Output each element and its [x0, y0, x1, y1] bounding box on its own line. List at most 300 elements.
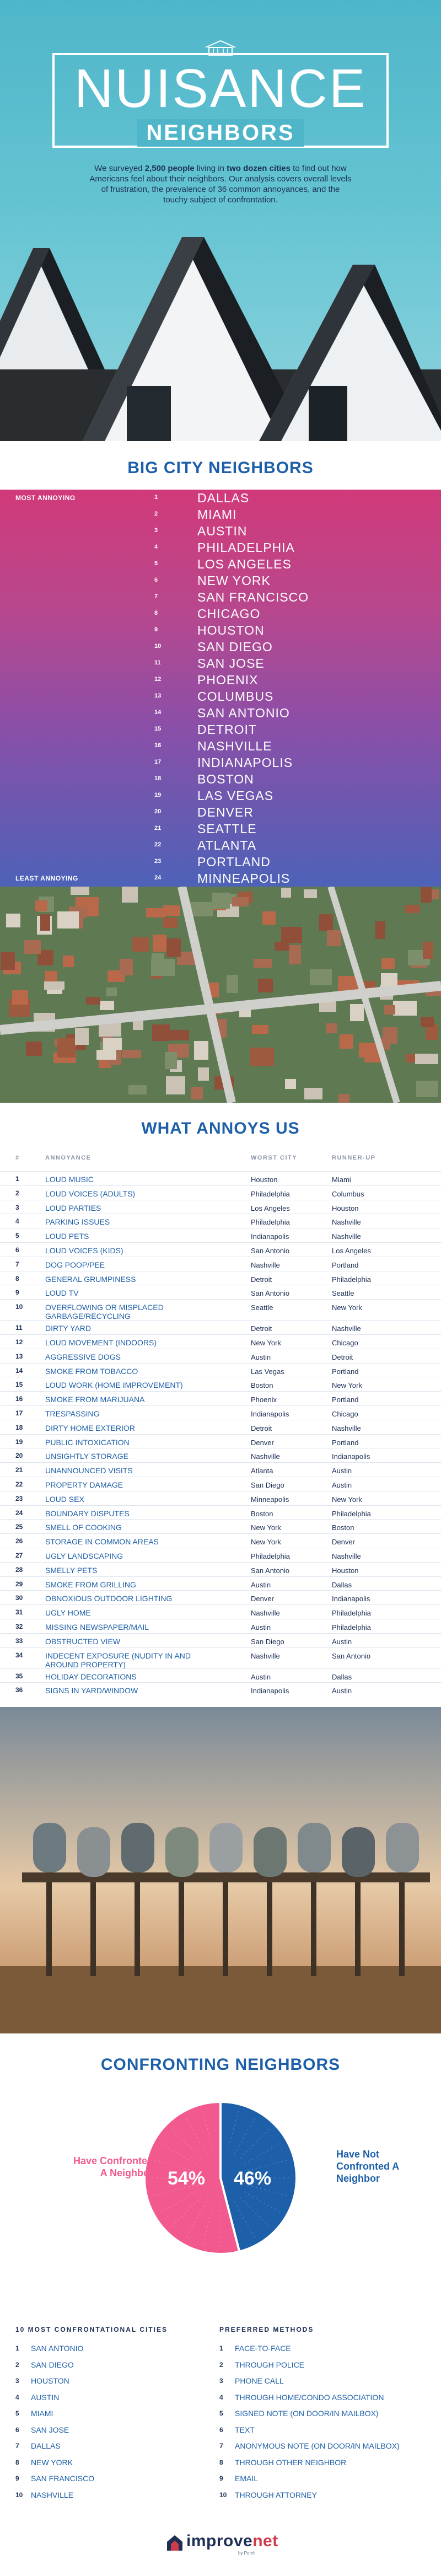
rank-number: 2 [154, 511, 158, 517]
runner-up-city: Philadelphia [332, 1275, 371, 1284]
list-text: ANONYMOUS NOTE (ON DOOR/IN MAILBOX) [235, 2441, 400, 2450]
worst-city: Detroit [251, 1424, 272, 1432]
row-number: 2 [15, 1189, 19, 1197]
runner-up-city: Nashville [332, 1324, 361, 1333]
rank-row [0, 705, 441, 721]
table-row [0, 1405, 441, 1420]
row-number: 22 [15, 1480, 23, 1488]
table-row [0, 1271, 441, 1285]
row-number: 23 [15, 1494, 23, 1502]
table-row [0, 1533, 441, 1548]
rank-number: 10 [154, 643, 162, 650]
rank-number: 19 [154, 792, 162, 798]
worst-city: Austin [251, 1353, 271, 1361]
rank-number: 23 [154, 858, 162, 865]
annoyance-name: STORAGE IN COMMON AREAS [45, 1537, 159, 1547]
row-number: 24 [15, 1509, 23, 1517]
row-number: 32 [15, 1623, 23, 1630]
rooftop [122, 1050, 141, 1058]
table-row [0, 1349, 441, 1363]
rooftop [384, 1005, 395, 1015]
rank-row [0, 738, 441, 754]
rank-number: 1 [154, 494, 158, 501]
list-number: 4 [15, 2393, 19, 2401]
rooftop [75, 1028, 89, 1045]
row-number: 21 [15, 1466, 23, 1474]
rooftop [262, 911, 276, 925]
mailbox-post [311, 1882, 316, 1976]
list-number: 8 [219, 2458, 223, 2466]
city-ranking [0, 490, 441, 887]
rank-row [0, 506, 441, 523]
row-number: 35 [15, 1672, 23, 1680]
list-number: 4 [219, 2393, 223, 2401]
table-row [0, 1548, 441, 1562]
runner-up-city: Chicago [332, 1410, 358, 1418]
annoyance-name: LOUD PETS [45, 1232, 89, 1241]
least-annoying-label: LEAST ANNOYING [15, 874, 78, 882]
rank-number: 8 [154, 610, 158, 616]
table-row [0, 1320, 441, 1334]
rooftop [163, 917, 178, 928]
rank-city: LAS VEGAS [197, 788, 274, 803]
annoyance-name: SMOKE FROM MARIJUANA [45, 1395, 145, 1404]
rank-city: PHOENIX [197, 673, 259, 687]
rooftop [96, 1050, 116, 1060]
rank-city: HOUSTON [197, 623, 265, 637]
rooftop [26, 1042, 42, 1056]
worst-city: New York [251, 1538, 281, 1547]
rooftop [57, 911, 79, 929]
row-number: 11 [15, 1324, 23, 1332]
annoy-title: WHAT ANNOYS US [141, 1119, 300, 1137]
list-number: 2 [15, 2360, 19, 2369]
rooftop [153, 935, 166, 952]
label-confronted: Have Confronted A Neighbor [73, 2155, 153, 2178]
worst-city: Indianapolis [251, 1410, 289, 1418]
worst-city: New York [251, 1339, 281, 1347]
rooftop [405, 905, 420, 913]
rooftop [163, 905, 180, 916]
table-row [0, 1491, 441, 1505]
rank-number: 22 [154, 841, 162, 848]
rooftop [1, 952, 15, 970]
worst-city: Austin [251, 1580, 271, 1589]
worst-city: Phoenix [251, 1396, 277, 1404]
list-text: FACE-TO-FACE [235, 2344, 291, 2353]
runner-up-city: New York [332, 1495, 362, 1504]
row-number: 13 [15, 1352, 23, 1360]
rank-row [0, 804, 441, 820]
annoyance-name: OBSTRUCTED VIEW [45, 1636, 121, 1646]
annoyance-name: LOUD VOICES (KIDS) [45, 1246, 123, 1255]
table-row [0, 1590, 441, 1604]
rooftop [63, 956, 74, 967]
list-number: 5 [219, 2409, 223, 2417]
rooftop [350, 1004, 364, 1021]
list-text: MIAMI [31, 2409, 53, 2418]
rooftop [24, 940, 41, 954]
runner-up-city: Portland [332, 1367, 359, 1376]
rooftop [45, 971, 57, 983]
rooftop [304, 1088, 322, 1099]
runner-up-city: Portland [332, 1438, 359, 1447]
rooftop [152, 1024, 170, 1041]
runner-up-city: Indianapolis [332, 1452, 370, 1461]
worst-city: Philadelphia [251, 1218, 290, 1227]
rooftop [340, 1034, 353, 1049]
rank-row [0, 556, 441, 572]
worst-city: New York [251, 1523, 281, 1532]
rank-row [0, 490, 441, 506]
rank-city: DALLAS [197, 491, 250, 505]
worst-city: Seattle [251, 1303, 273, 1312]
mailbox-post [355, 1882, 361, 1976]
confront-lists [0, 2326, 441, 2508]
row-number: 6 [15, 1246, 19, 1254]
row-number: 15 [15, 1381, 23, 1389]
table-row [0, 1619, 441, 1633]
rank-city: NASHVILLE [197, 739, 272, 753]
worst-city: Nashville [251, 1609, 280, 1618]
table-row [0, 1462, 441, 1477]
worst-city: San Antonio [251, 1289, 290, 1298]
mailbox [121, 1823, 154, 1872]
rooftop [86, 997, 100, 1005]
list-text: SAN DIEGO [31, 2360, 74, 2369]
rooftop [106, 988, 117, 996]
annoyance-name: SIGNS IN YARD/WINDOW [45, 1686, 138, 1695]
runner-up-city: Seattle [332, 1289, 354, 1298]
rooftop [275, 942, 289, 951]
runner-up-city: Portland [332, 1260, 359, 1269]
annoyance-name: LOUD VOICES (ADULTS) [45, 1189, 136, 1198]
list-text: THROUGH ATTORNEY [235, 2490, 317, 2499]
list-text: NEW YORK [31, 2457, 73, 2467]
list-text: PHONE CALL [235, 2376, 284, 2385]
table-row [0, 1576, 441, 1591]
row-number: 16 [15, 1395, 23, 1403]
rank-row [0, 771, 441, 787]
rank-row [0, 638, 441, 655]
rank-number: 7 [154, 593, 158, 600]
rooftop [281, 927, 302, 943]
intro-fragment: We surveyed [94, 164, 145, 173]
rank-row [0, 523, 441, 539]
table-row [0, 1377, 441, 1391]
worst-city: Philadelphia [251, 1552, 290, 1560]
list-text: SIGNED NOTE (ON DOOR/IN MAILBOX) [235, 2409, 379, 2418]
aerial-neighborhood-photo [0, 887, 441, 1103]
rank-number: 4 [154, 544, 158, 550]
table-row [0, 1604, 441, 1619]
intro-fragment: to find out how Americans feel about their neighbors. Our analysis covers overall levels of frustration, the prevalence of 36 common annoyances, and the touchy subject of confrontation. [89, 164, 352, 205]
rooftop [338, 1094, 349, 1103]
rank-row [0, 754, 441, 771]
rank-city: SEATTLE [197, 822, 257, 836]
table-row [0, 1285, 441, 1299]
rooftop [35, 900, 47, 911]
runner-up-city: Chicago [332, 1339, 358, 1347]
rank-number: 13 [154, 693, 162, 699]
rooftop [285, 1079, 296, 1089]
row-number: 4 [15, 1217, 19, 1226]
list-number: 6 [219, 2425, 223, 2434]
rank-row [0, 572, 441, 589]
annoyance-name: SMOKE FROM GRILLING [45, 1580, 136, 1589]
runner-up-city: Houston [332, 1566, 359, 1575]
rank-number: 21 [154, 825, 162, 831]
annoyance-name: GENERAL GRUMPINESS [45, 1274, 136, 1284]
list-text: SAN JOSE [31, 2425, 69, 2434]
annoyance-name: MISSING NEWSPAPER/MAIL [45, 1623, 149, 1632]
rooftop [191, 1087, 203, 1099]
table-row [0, 1257, 441, 1271]
rooftop [327, 930, 341, 946]
mailbox-post [399, 1882, 405, 1976]
list-text: EMAIL [235, 2474, 259, 2483]
runner-up-city: Austin [332, 1481, 352, 1489]
runner-up-city: Detroit [332, 1353, 353, 1361]
annoyance-name: BOUNDARY DISPUTES [45, 1509, 130, 1518]
worst-city: Atlanta [251, 1467, 273, 1475]
worst-city: Nashville [251, 1651, 280, 1660]
rooftop [12, 990, 28, 1005]
page-title: NUISANCE [74, 58, 367, 119]
worst-city: Boston [251, 1509, 273, 1518]
annoyance-name: UNANNOUNCED VISITS [45, 1466, 133, 1475]
list-text: AUSTIN [31, 2392, 60, 2402]
row-number: 29 [15, 1580, 23, 1588]
list-text: SAN ANTONIO [31, 2344, 84, 2353]
rank-row [0, 854, 441, 870]
rank-row [0, 589, 441, 605]
rooftop [132, 937, 149, 952]
worst-city: San Antonio [251, 1566, 290, 1575]
worst-city: San Diego [251, 1637, 284, 1646]
rooftop [326, 1023, 337, 1033]
houses-illustration [0, 204, 441, 441]
rank-city: INDIANAPOLIS [197, 755, 293, 770]
worst-city: Las Vegas [251, 1367, 284, 1376]
rooftop [289, 945, 301, 964]
runner-up-city: New York [332, 1303, 362, 1312]
row-number: 20 [15, 1452, 23, 1460]
rank-city: SAN JOSE [197, 656, 265, 670]
title-frame [52, 53, 389, 148]
rooftop [232, 897, 249, 906]
list-number: 10 [15, 2491, 23, 2499]
annoyance-name: INDECENT EXPOSURE (NUDITY IN AND AROUND PROPERTY) [45, 1651, 191, 1669]
row-number: 18 [15, 1423, 23, 1431]
worst-city: San Antonio [251, 1247, 290, 1255]
most-annoying-label: MOST ANNOYING [15, 494, 76, 502]
footer-logo [165, 2530, 276, 2559]
rank-row [0, 837, 441, 854]
annoyance-name: DIRTY HOME EXTERIOR [45, 1423, 135, 1432]
list-number: 3 [15, 2377, 19, 2385]
rank-row [0, 622, 441, 638]
rooftop [212, 893, 230, 909]
list-number: 7 [219, 2442, 223, 2450]
rooftop [194, 1041, 208, 1060]
hero [0, 0, 441, 441]
list-number: 9 [15, 2475, 19, 2482]
row-number: 26 [15, 1537, 23, 1545]
worst-city: Detroit [251, 1275, 272, 1284]
row-number: 9 [15, 1289, 19, 1297]
worst-city: Philadelphia [251, 1189, 290, 1198]
table-row [0, 1200, 441, 1214]
row-number: 30 [15, 1594, 23, 1602]
rank-number: 14 [154, 709, 162, 716]
list-text: NASHVILLE [31, 2490, 74, 2499]
annoyance-name: LOUD WORK (HOME IMPROVEMENT) [45, 1381, 183, 1390]
intro-text [88, 163, 353, 205]
list-text: THROUGH HOME/CONDO ASSOCIATION [235, 2392, 384, 2402]
list-number: 1 [219, 2344, 223, 2352]
rooftop [423, 942, 433, 959]
rank-city: MINNEAPOLIS [197, 871, 291, 886]
table-row [0, 1519, 441, 1533]
rank-city: BOSTON [197, 772, 254, 786]
rooftop [40, 914, 50, 931]
rank-row [0, 721, 441, 738]
runner-up-city: Indianapolis [332, 1595, 370, 1603]
rank-city: PORTLAND [197, 855, 271, 869]
annoyance-name: PUBLIC INTOXICATION [45, 1437, 130, 1447]
col-header-annoyance: ANNOYANCE [45, 1155, 92, 1161]
worst-city: Boston [251, 1381, 273, 1390]
runner-up-city: Austin [332, 1637, 352, 1646]
annoyance-name: DOG POOP/PEE [45, 1260, 105, 1269]
list-number: 7 [15, 2442, 19, 2450]
runner-up-city: Nashville [332, 1552, 361, 1560]
mailbox-post [90, 1882, 96, 1976]
rooftop [6, 914, 20, 927]
rank-number: 12 [154, 676, 162, 683]
worst-city: Indianapolis [251, 1232, 289, 1241]
rank-number: 20 [154, 808, 162, 815]
annoyance-name: PROPERTY DAMAGE [45, 1480, 123, 1489]
annoyance-name: LOUD TV [45, 1289, 79, 1298]
rank-row [0, 787, 441, 804]
rooftop [359, 1043, 378, 1058]
intro-highlight: 2,500 people [144, 164, 195, 173]
footer-brand: improvenet [186, 2532, 278, 2550]
table-row [0, 1434, 441, 1448]
table-row [0, 1242, 441, 1257]
annoyance-name: LOUD PARTIES [45, 1203, 101, 1212]
rank-city: PHILADELPHIA [197, 540, 295, 555]
runner-up-city: Nashville [332, 1218, 361, 1227]
rank-city: COLUMBUS [197, 689, 274, 704]
row-number: 1 [15, 1175, 19, 1183]
table-row [0, 1363, 441, 1377]
table-row [0, 1171, 441, 1185]
table-row [0, 1647, 441, 1668]
worst-city: Austin [251, 1623, 271, 1632]
rooftop [250, 1048, 274, 1066]
pie-value-label: 54% [167, 2168, 206, 2189]
table-row [0, 1299, 441, 1320]
rooftop [258, 979, 273, 992]
runner-up-city: San Antonio [332, 1651, 371, 1660]
table-row [0, 1185, 441, 1200]
rooftop [165, 1052, 177, 1069]
annoyance-name: DIRTY YARD [45, 1324, 91, 1333]
row-number: 27 [15, 1552, 23, 1559]
table-row [0, 1682, 441, 1697]
rank-row [0, 605, 441, 622]
rooftop [254, 959, 272, 968]
rank-city: SAN FRANCISCO [197, 590, 309, 604]
list-number: 2 [219, 2360, 223, 2369]
worst-city: Detroit [251, 1324, 272, 1333]
mailbox-post [135, 1882, 140, 1976]
mailbox [298, 1823, 331, 1872]
col-header-worst: WORST CITY [251, 1155, 298, 1161]
rooftop [198, 1067, 209, 1081]
runner-up-city: Columbus [332, 1189, 364, 1198]
runner-up-city: Boston [332, 1523, 354, 1532]
row-number: 14 [15, 1366, 23, 1375]
annoyance-name: OBNOXIOUS OUTDOOR LIGHTING [45, 1594, 173, 1603]
worst-city: Houston [251, 1176, 278, 1184]
rooftop [393, 1001, 417, 1016]
pie-chart [0, 2095, 441, 2261]
table-row [0, 1448, 441, 1462]
methods-list-head: PREFERRED METHODS [219, 2326, 314, 2333]
mailbox [209, 1823, 243, 1872]
rooftop [100, 1001, 114, 1010]
cities-list-head: 10 MOST CONFRONTATIONAL CITIES [15, 2326, 168, 2333]
rooftop [151, 959, 175, 976]
row-number: 33 [15, 1636, 23, 1645]
table-row [0, 1420, 441, 1434]
runner-up-city: Dallas [332, 1672, 352, 1681]
page-subtitle: NEIGHBORS [137, 119, 303, 147]
rank-city: MIAMI [197, 507, 237, 522]
row-number: 34 [15, 1651, 23, 1659]
list-text: SAN FRANCISCO [31, 2474, 95, 2483]
rooftop [44, 981, 64, 990]
annoyance-name: UGLY HOME [45, 1608, 91, 1618]
worst-city: Denver [251, 1438, 274, 1447]
annoyance-name: SMELL OF COOKING [45, 1523, 122, 1532]
runner-up-city: Houston [332, 1204, 359, 1212]
rooftop [281, 888, 291, 898]
table-row [0, 1505, 441, 1520]
list-number: 5 [15, 2409, 19, 2417]
runner-up-city: Miami [332, 1176, 351, 1184]
annoyance-name: TRESPASSING [45, 1409, 100, 1418]
annoyance-name: UGLY LANDSCAPING [45, 1552, 123, 1560]
rooftop [122, 887, 138, 903]
mailbox-post [223, 1882, 228, 1976]
mailbox [77, 1827, 110, 1877]
mailbox-post [179, 1882, 184, 1976]
runner-up-city: Portland [332, 1396, 359, 1404]
list-number: 8 [15, 2458, 19, 2466]
worst-city: San Diego [251, 1481, 284, 1489]
annoyance-table [0, 1155, 441, 1706]
list-number: 3 [219, 2377, 223, 2385]
rooftop [416, 1081, 438, 1097]
rank-city: SAN ANTONIO [197, 706, 290, 720]
intro-fragment: living in [194, 164, 227, 173]
row-number: 28 [15, 1565, 23, 1574]
